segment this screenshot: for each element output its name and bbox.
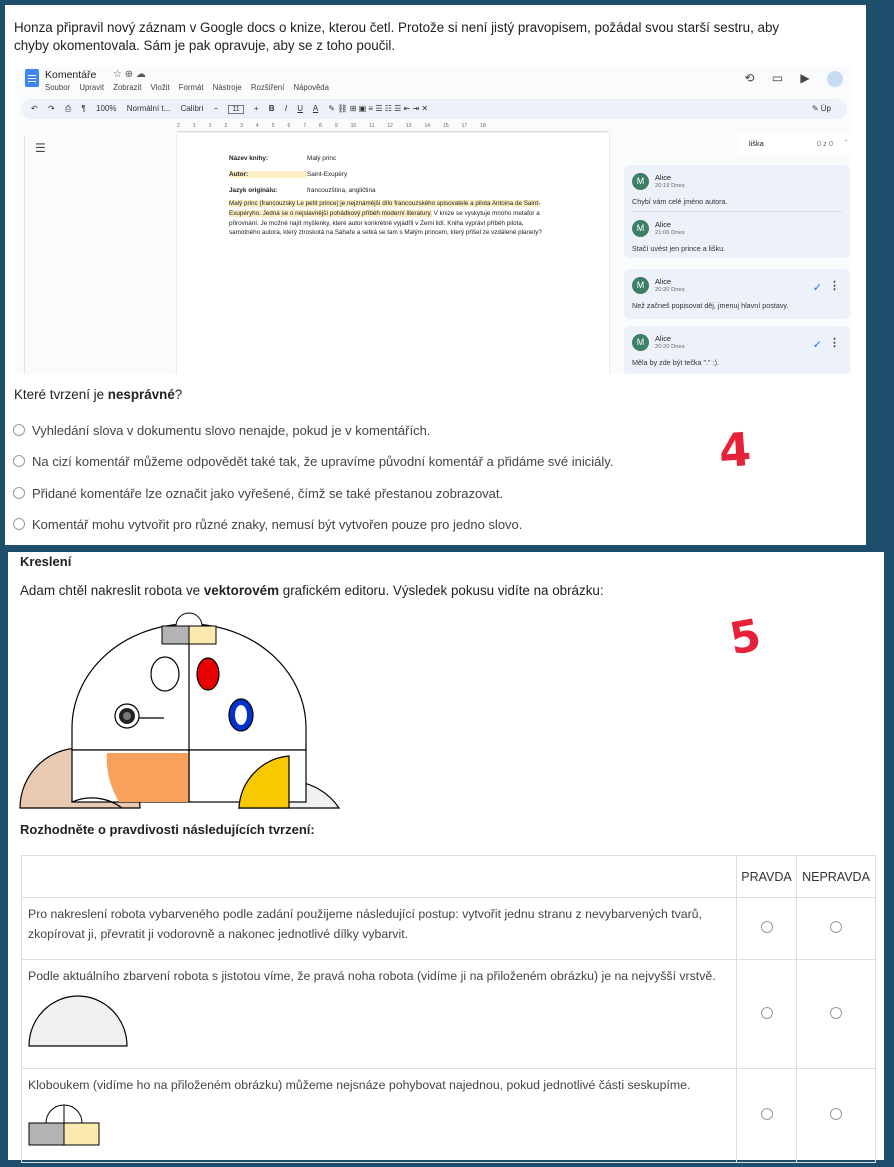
ruler-tick: 18	[480, 123, 486, 129]
avatar: M	[632, 334, 649, 351]
radio-button[interactable]	[761, 921, 773, 933]
statement-cell	[22, 960, 737, 1069]
false-cell[interactable]	[797, 898, 876, 960]
radio-button[interactable]	[13, 455, 25, 467]
comment	[624, 269, 850, 315]
language-row	[229, 187, 376, 194]
lead-emphasis: vektorovém	[203, 583, 280, 598]
statement-text: Podle aktuálního zbarvení robota s jistotou víme, že pravá noha robota (vidíme ji na přiloženém obrázku) je na nejvyšší vrstvě.	[28, 969, 716, 983]
ruler-tick: 13	[405, 123, 412, 129]
comment-time: 20:19 Dnes	[655, 183, 685, 189]
hat-image	[28, 1101, 100, 1147]
video-icon: ▶	[800, 71, 810, 86]
history-icon: ⟲	[744, 71, 755, 86]
radio-button[interactable]	[761, 1108, 773, 1120]
comment-text: Než začneš popisovat děj, jmenuj hlavní postavy.	[632, 301, 789, 310]
ruler-tick: 15	[443, 123, 449, 129]
answer-option[interactable]	[13, 423, 430, 438]
ruler-tick: 4	[255, 123, 259, 129]
text-color-icon: A	[312, 104, 319, 113]
comment-author: Alice	[655, 220, 672, 229]
statement-text: Pro nakreslení robota vybarveného podle zadání použijeme následující postup: vytvořit jednu stranu z nevybarvených tvarů, zkopírovat ji, převratit ji vodorovně a nakonec jednotlivé dílky vybarvit.	[22, 898, 737, 960]
comment	[624, 326, 850, 372]
comment-time: 20:20 Dnes	[655, 344, 685, 350]
radio-button[interactable]	[830, 921, 842, 933]
undo-icon: ↶	[31, 104, 38, 113]
row-key: Autor:	[229, 171, 307, 178]
radio-button[interactable]	[13, 487, 25, 499]
book-title-row	[229, 155, 336, 162]
question-4-intro: Honza připravil nový záznam v Google docs o knize, kterou četl. Protože si není jistý pravopisem, požádal svou starší sestru, aby chyby okomentovala. Sám je pak opravuje, aby se z toho poučil.	[14, 20, 780, 53]
answer-option[interactable]	[13, 517, 522, 532]
ruler-tick: 7	[303, 123, 307, 129]
resolve-check-icon: ✓	[812, 339, 822, 351]
docs-title-icons: ☆ ⊕ ☁	[113, 69, 146, 80]
redo-icon: ↷	[47, 104, 55, 113]
ruler-tick: 8	[319, 123, 322, 129]
more-options-icon: ⋮	[829, 280, 840, 292]
comment-author: Alice	[655, 334, 672, 343]
header-empty	[22, 856, 737, 898]
robot-drawing	[19, 610, 349, 810]
option-label: Komentář mohu vytvořit pro různé znaky, nemusí být vytvořen pouze pro jedno slovo.	[32, 517, 523, 532]
font-size-plus: +	[253, 104, 259, 113]
col-false: NEPRAVDA	[797, 856, 876, 898]
radio-button[interactable]	[761, 1007, 773, 1019]
decide-instruction: Rozhodněte o pravdivosti následujících tvrzení:	[20, 822, 315, 837]
option-label: Přidané komentáře lze označit jako vyřešené, čímž se také přestanou zobrazovat.	[32, 486, 504, 501]
handwritten-number: 5	[725, 609, 765, 666]
right-upper-eye	[197, 658, 219, 690]
editing-mode-icon: ✎ Úp	[811, 104, 831, 113]
ruler-tick: 17	[461, 123, 468, 129]
horizontal-ruler	[177, 123, 607, 132]
row-value: Saint-Exupéry	[307, 171, 348, 178]
left-upper-eye	[151, 657, 179, 691]
font-size-field: 11	[228, 105, 243, 114]
menu-item: Vložit	[150, 83, 170, 92]
menu-item: Rozšíření	[250, 83, 285, 92]
comment-thread	[624, 165, 850, 258]
menu-item: Nástroje	[212, 83, 242, 92]
avatar: M	[632, 173, 649, 190]
table-row	[22, 898, 876, 960]
zoom-select: 100%	[96, 104, 117, 113]
comment-text: Chybí vám celé jméno autora.	[632, 197, 728, 206]
menu-item: Upravit	[79, 83, 105, 92]
highlighted-text: Malý princ (francouzsky Le petit prince) je nejznámější dílo francouzského spisovatele a pilota Antoina de Saint-Exupéryho. Jedná se o nejslavnější pohádkový příběh moderní literatury.	[229, 200, 541, 217]
leg-shape	[29, 996, 127, 1046]
row-key: Název knihy:	[229, 155, 269, 162]
comment-time: 21:06 Dnes	[655, 230, 685, 236]
comment-text: Stačí uvést jen prince a lišku.	[632, 244, 726, 253]
hat-right	[64, 1123, 99, 1145]
question-emphasis: nesprávné	[107, 387, 175, 402]
option-label: Vyhledání slova v dokumentu slovo nenajde, pokud je v komentářích.	[32, 423, 431, 438]
outline-icon: ☰	[35, 141, 46, 155]
question-4-panel	[5, 5, 866, 545]
doc-paragraph	[229, 199, 549, 238]
comment-card	[624, 269, 850, 319]
resolve-check-icon: ✓	[812, 282, 822, 294]
author-row	[229, 171, 347, 178]
false-cell[interactable]	[797, 960, 876, 1069]
ruler-tick: 9	[334, 123, 338, 129]
ruler-tick: 5	[271, 123, 275, 129]
search-input: liška	[749, 139, 764, 148]
question-text: ?	[174, 387, 183, 402]
docs-menu-bar	[45, 83, 336, 92]
docs-logo-icon	[25, 69, 39, 87]
radio-button[interactable]	[830, 1007, 842, 1019]
hat-right	[189, 626, 216, 644]
bold-icon: B	[268, 104, 275, 113]
ruler-tick: 2	[224, 123, 228, 129]
more-toolbar-icons: ✎ ⛓ ⊞ ▣ ≡ ☰ ☷ ☰ ⇤ ⇥ ✕	[328, 104, 429, 113]
comment-author: Alice	[655, 173, 672, 182]
italic-icon: I	[284, 104, 288, 113]
row-value: francouzština, angličtina	[307, 187, 376, 194]
leg-image	[28, 992, 128, 1048]
radio-button[interactable]	[830, 1108, 842, 1120]
ruler-tick: 6	[287, 123, 291, 129]
statement-text: Kloboukem (vidíme ho na přiloženém obrázku) můžeme nejsnáze pohybovat najednou, pokud jednotlivé části seskupíme.	[28, 1078, 691, 1092]
ruler-tick: 1	[192, 123, 196, 129]
underline-icon: U	[297, 104, 304, 113]
true-cell[interactable]	[737, 1069, 797, 1163]
handwritten-number: 4	[717, 421, 753, 479]
option-label: Na cizí komentář můžeme odpovědět také tak, že upravíme původní komentář a přidáme své iniciály.	[32, 454, 614, 469]
avatar: M	[632, 220, 649, 237]
true-false-table	[21, 855, 876, 1163]
hat-left	[162, 626, 189, 644]
menu-item: Nápověda	[293, 83, 329, 92]
docs-document-title: Komentáře	[45, 69, 97, 81]
menu-item: Formát	[178, 83, 204, 92]
section-title: Kreslení	[20, 554, 72, 569]
hat-left	[29, 1123, 64, 1145]
avatar: M	[632, 277, 649, 294]
style-select: Normální t...	[126, 104, 171, 113]
ruler-tick: 14	[424, 123, 431, 129]
search-box	[739, 133, 851, 155]
font-size-minus: −	[213, 104, 219, 113]
false-cell[interactable]	[797, 1069, 876, 1163]
hat-top	[176, 613, 202, 626]
ruler-tick: 2	[177, 123, 180, 129]
col-true: PRAVDA	[737, 856, 797, 898]
statement-cell	[22, 1069, 737, 1163]
question-5-panel	[8, 552, 884, 1160]
true-cell[interactable]	[737, 960, 797, 1069]
right-pupil	[235, 705, 247, 725]
answer-option[interactable]	[13, 454, 613, 469]
comment	[624, 212, 850, 258]
question-4-prompt	[14, 387, 182, 402]
chevron-up-icon: ⌃	[842, 138, 849, 147]
docs-page	[177, 133, 609, 374]
comment-card	[624, 326, 850, 374]
vertical-ruler	[17, 135, 25, 374]
table-row	[22, 1069, 876, 1163]
ruler-tick: 11	[369, 123, 375, 129]
table-header	[22, 856, 876, 898]
ruler-tick: 12	[387, 123, 393, 129]
lead-text: grafickém editoru. Výsledek pokusu vidíte na obrázku:	[279, 583, 604, 598]
more-options-icon: ⋮	[829, 337, 840, 349]
docs-toolbar	[21, 99, 847, 119]
font-select: Calibri	[180, 104, 204, 113]
comment-author: Alice	[655, 277, 672, 286]
radio-button[interactable]	[13, 518, 25, 530]
google-docs-screenshot	[17, 67, 851, 374]
radio-button[interactable]	[13, 424, 25, 436]
comment-icon: ▭	[771, 71, 784, 86]
row-value: Malý princ	[307, 155, 337, 162]
paragraph-text: V knize se vyskytuje mnoho metafor a přirovnání. Je možné najít myšlenky, které autor konkrétně vyjádřil v Zemi lidí. Kniha vypráví příběh pilota, samotného autora, který ztroskotá na Sahaře a setká se tam s Malým princem, který přišel ze vzdálené planety?	[229, 209, 542, 237]
answer-option[interactable]	[13, 486, 503, 501]
lead-text: Adam chtěl nakreslit robota ve	[20, 583, 204, 598]
question-text: Které tvrzení je	[14, 387, 108, 402]
row-key: Jazyk originálu:	[229, 187, 278, 194]
search-count: 0 z 0	[816, 139, 833, 148]
menu-item: Soubor	[45, 83, 71, 92]
menu-item: Zobrazit	[113, 83, 142, 92]
body-orange-part	[107, 753, 189, 802]
ruler-tick: 3	[240, 123, 243, 129]
comment-text: Měla by zde být tečka "." :).	[632, 358, 719, 367]
paint-format-icon: ¶	[81, 104, 86, 113]
comment-time: 20:20 Dnes	[655, 287, 685, 293]
comment	[624, 165, 850, 211]
ruler-tick: 1	[208, 123, 212, 129]
ruler-tick: 10	[350, 123, 357, 129]
print-icon: ⎙	[64, 104, 72, 113]
table-row	[22, 960, 876, 1069]
left-pupil-inner	[123, 712, 131, 720]
avatar	[827, 71, 843, 87]
question-5-lead	[20, 583, 604, 598]
docs-top-right-icons	[730, 71, 843, 87]
true-cell[interactable]	[737, 898, 797, 960]
